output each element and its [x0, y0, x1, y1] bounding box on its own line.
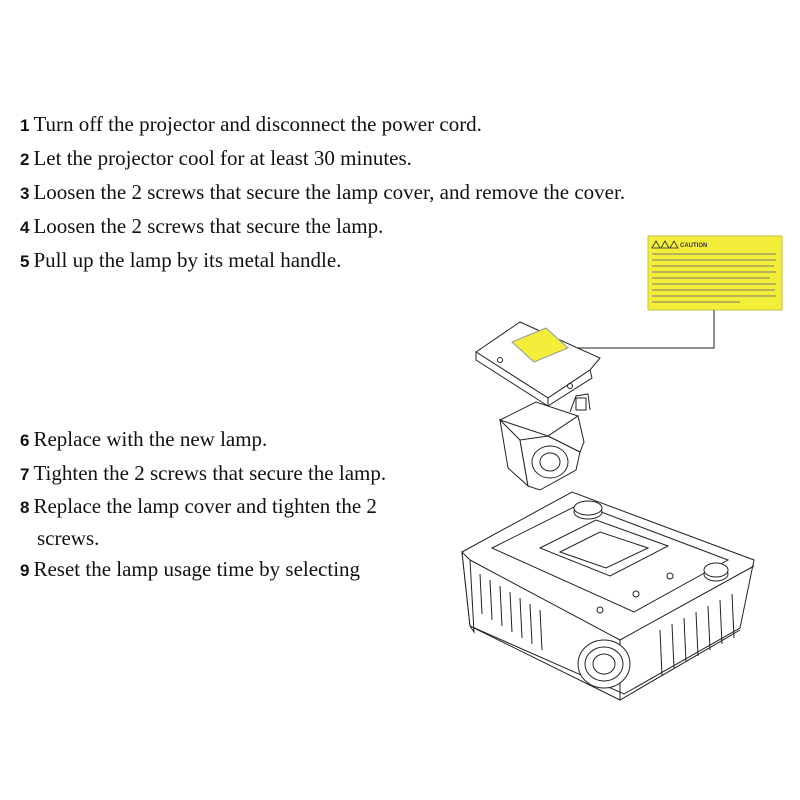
step-text: Replace the lamp cover and tighten the 2: [33, 494, 377, 518]
step-number: 4: [20, 218, 30, 237]
step-number: 9: [20, 561, 30, 580]
step-number: 3: [20, 184, 30, 203]
step-text: Loosen the 2 screws that secure the lamp cover, and remove the cover.: [33, 180, 626, 204]
lamp-cover: [476, 322, 600, 406]
step-text: Replace with the new lamp.: [33, 427, 268, 451]
caution-label-title: CAUTION: [680, 243, 708, 249]
step-text: Tighten the 2 screws that secure the lamp.: [33, 461, 387, 485]
step-text: Loosen the 2 screws that secure the lamp.: [33, 214, 384, 238]
lens: [578, 640, 630, 688]
step-number: 7: [20, 465, 30, 484]
step-number: 6: [20, 431, 30, 450]
lamp-module: [500, 394, 590, 490]
step-text: Turn off the projector and disconnect the power cord.: [33, 112, 482, 136]
step-text: Reset the lamp usage time by selecting: [33, 557, 361, 581]
step-number: 5: [20, 252, 30, 271]
step-text: Let the projector cool for at least 30 minutes.: [33, 146, 412, 170]
step-number: 8: [20, 498, 30, 517]
step-number: 2: [20, 150, 30, 169]
step-text-continuation: screws.: [37, 526, 100, 550]
caution-label: [648, 236, 782, 310]
step-number: 1: [20, 116, 30, 135]
projector-body: [462, 492, 754, 700]
step-text: Pull up the lamp by its metal handle.: [33, 248, 342, 272]
callout-line: [548, 310, 714, 348]
